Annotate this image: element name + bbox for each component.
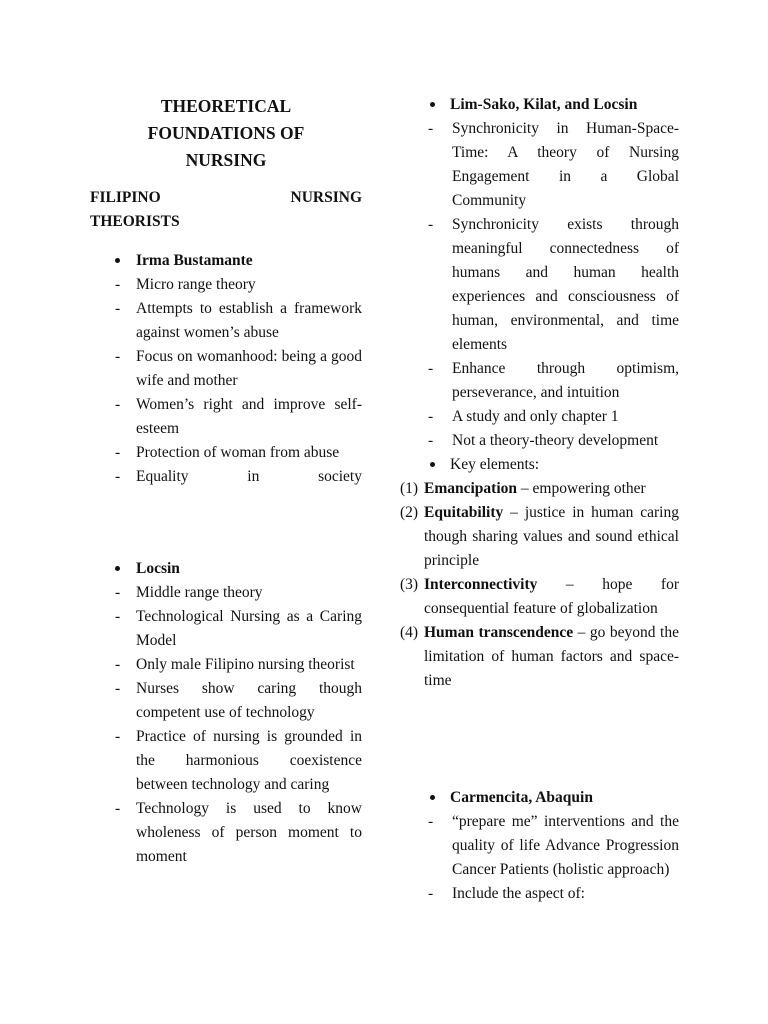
theorist-name: Carmencita, Abaquin [428,786,679,810]
theorist-block-bustamante [90,249,362,489]
list-item: - Technological Nursing as a Caring Model [115,608,362,649]
heading-line: THEORISTS [90,213,180,230]
title-line: FOUNDATIONS OF [147,123,305,143]
key-element-item: (4) Human transcendence – go beyond the limitation of human factors and space-time [400,624,679,689]
heading-line: FILIPINO NURSING [90,189,362,206]
bullet-icon [428,93,450,117]
list-item: - Not a theory-theory development [428,432,659,449]
theorist-name: Locsin [90,557,362,581]
list-item: - Enhance through optimism, perseverance, and intuition [428,360,679,401]
bullet-icon [90,557,136,581]
key-element-item: (1) Emancipation – empowering other [400,480,646,497]
list-item: - Equality in society [115,468,362,485]
list-item: - Practice of nursing is grounded in the harmonious coexistence between technology and caring [115,728,362,793]
key-elements-label: Key elements: [428,453,679,477]
list-item: - Synchronicity exists through meaningful connectedness of humans and human health experiences and consciousness of human, environmental, and time elements [428,216,679,353]
page-title [120,93,332,174]
list-item: - Include the aspect of: [428,885,585,902]
list-item: - “prepare me” interventions and the quality of life Advance Progression Cancer Patients (holistic approach) [428,813,679,878]
theorist-block-locsin [90,557,362,869]
bullet-icon [428,453,450,477]
title-line: NURSING [185,150,267,170]
list-item: - Only male Filipino nursing theorist [115,656,355,673]
key-element-item: (3) Interconnectivity – hope for consequential feature of globalization [400,576,679,617]
list-item: - Micro range theory [115,276,256,293]
theorist-name: Irma Bustamante [90,249,362,273]
list-item: - Focus on womanhood: being a good wife and mother [115,348,362,389]
list-item: - Protection of woman from abuse [115,444,340,461]
theorist-name: Lim-Sako, Kilat, and Locsin [428,93,679,117]
list-item: - Synchronicity in Human-Space-Time: A theory of Nursing Engagement in a Global Community [428,120,679,209]
list-item: - Middle range theory [115,584,263,601]
bullet-icon [428,786,450,810]
list-item: - Attempts to establish a framework against women’s abuse [115,300,362,341]
key-element-item: (2) Equitability – justice in human caring though sharing values and sound ethical principle [400,504,679,569]
title-line: THEORETICAL [160,96,292,116]
list-item: - Nurses show caring though competent use of technology [115,680,362,721]
list-item: - Women’s right and improve self-esteem [115,396,362,437]
section-heading [90,186,362,234]
bullet-icon [90,249,136,273]
theorist-block-lim-sako [400,93,679,693]
list-item: - A study and only chapter 1 [428,408,619,425]
list-item: - Technology is used to know wholeness of person moment to moment [115,800,362,865]
theorist-block-abaquin [428,786,679,906]
